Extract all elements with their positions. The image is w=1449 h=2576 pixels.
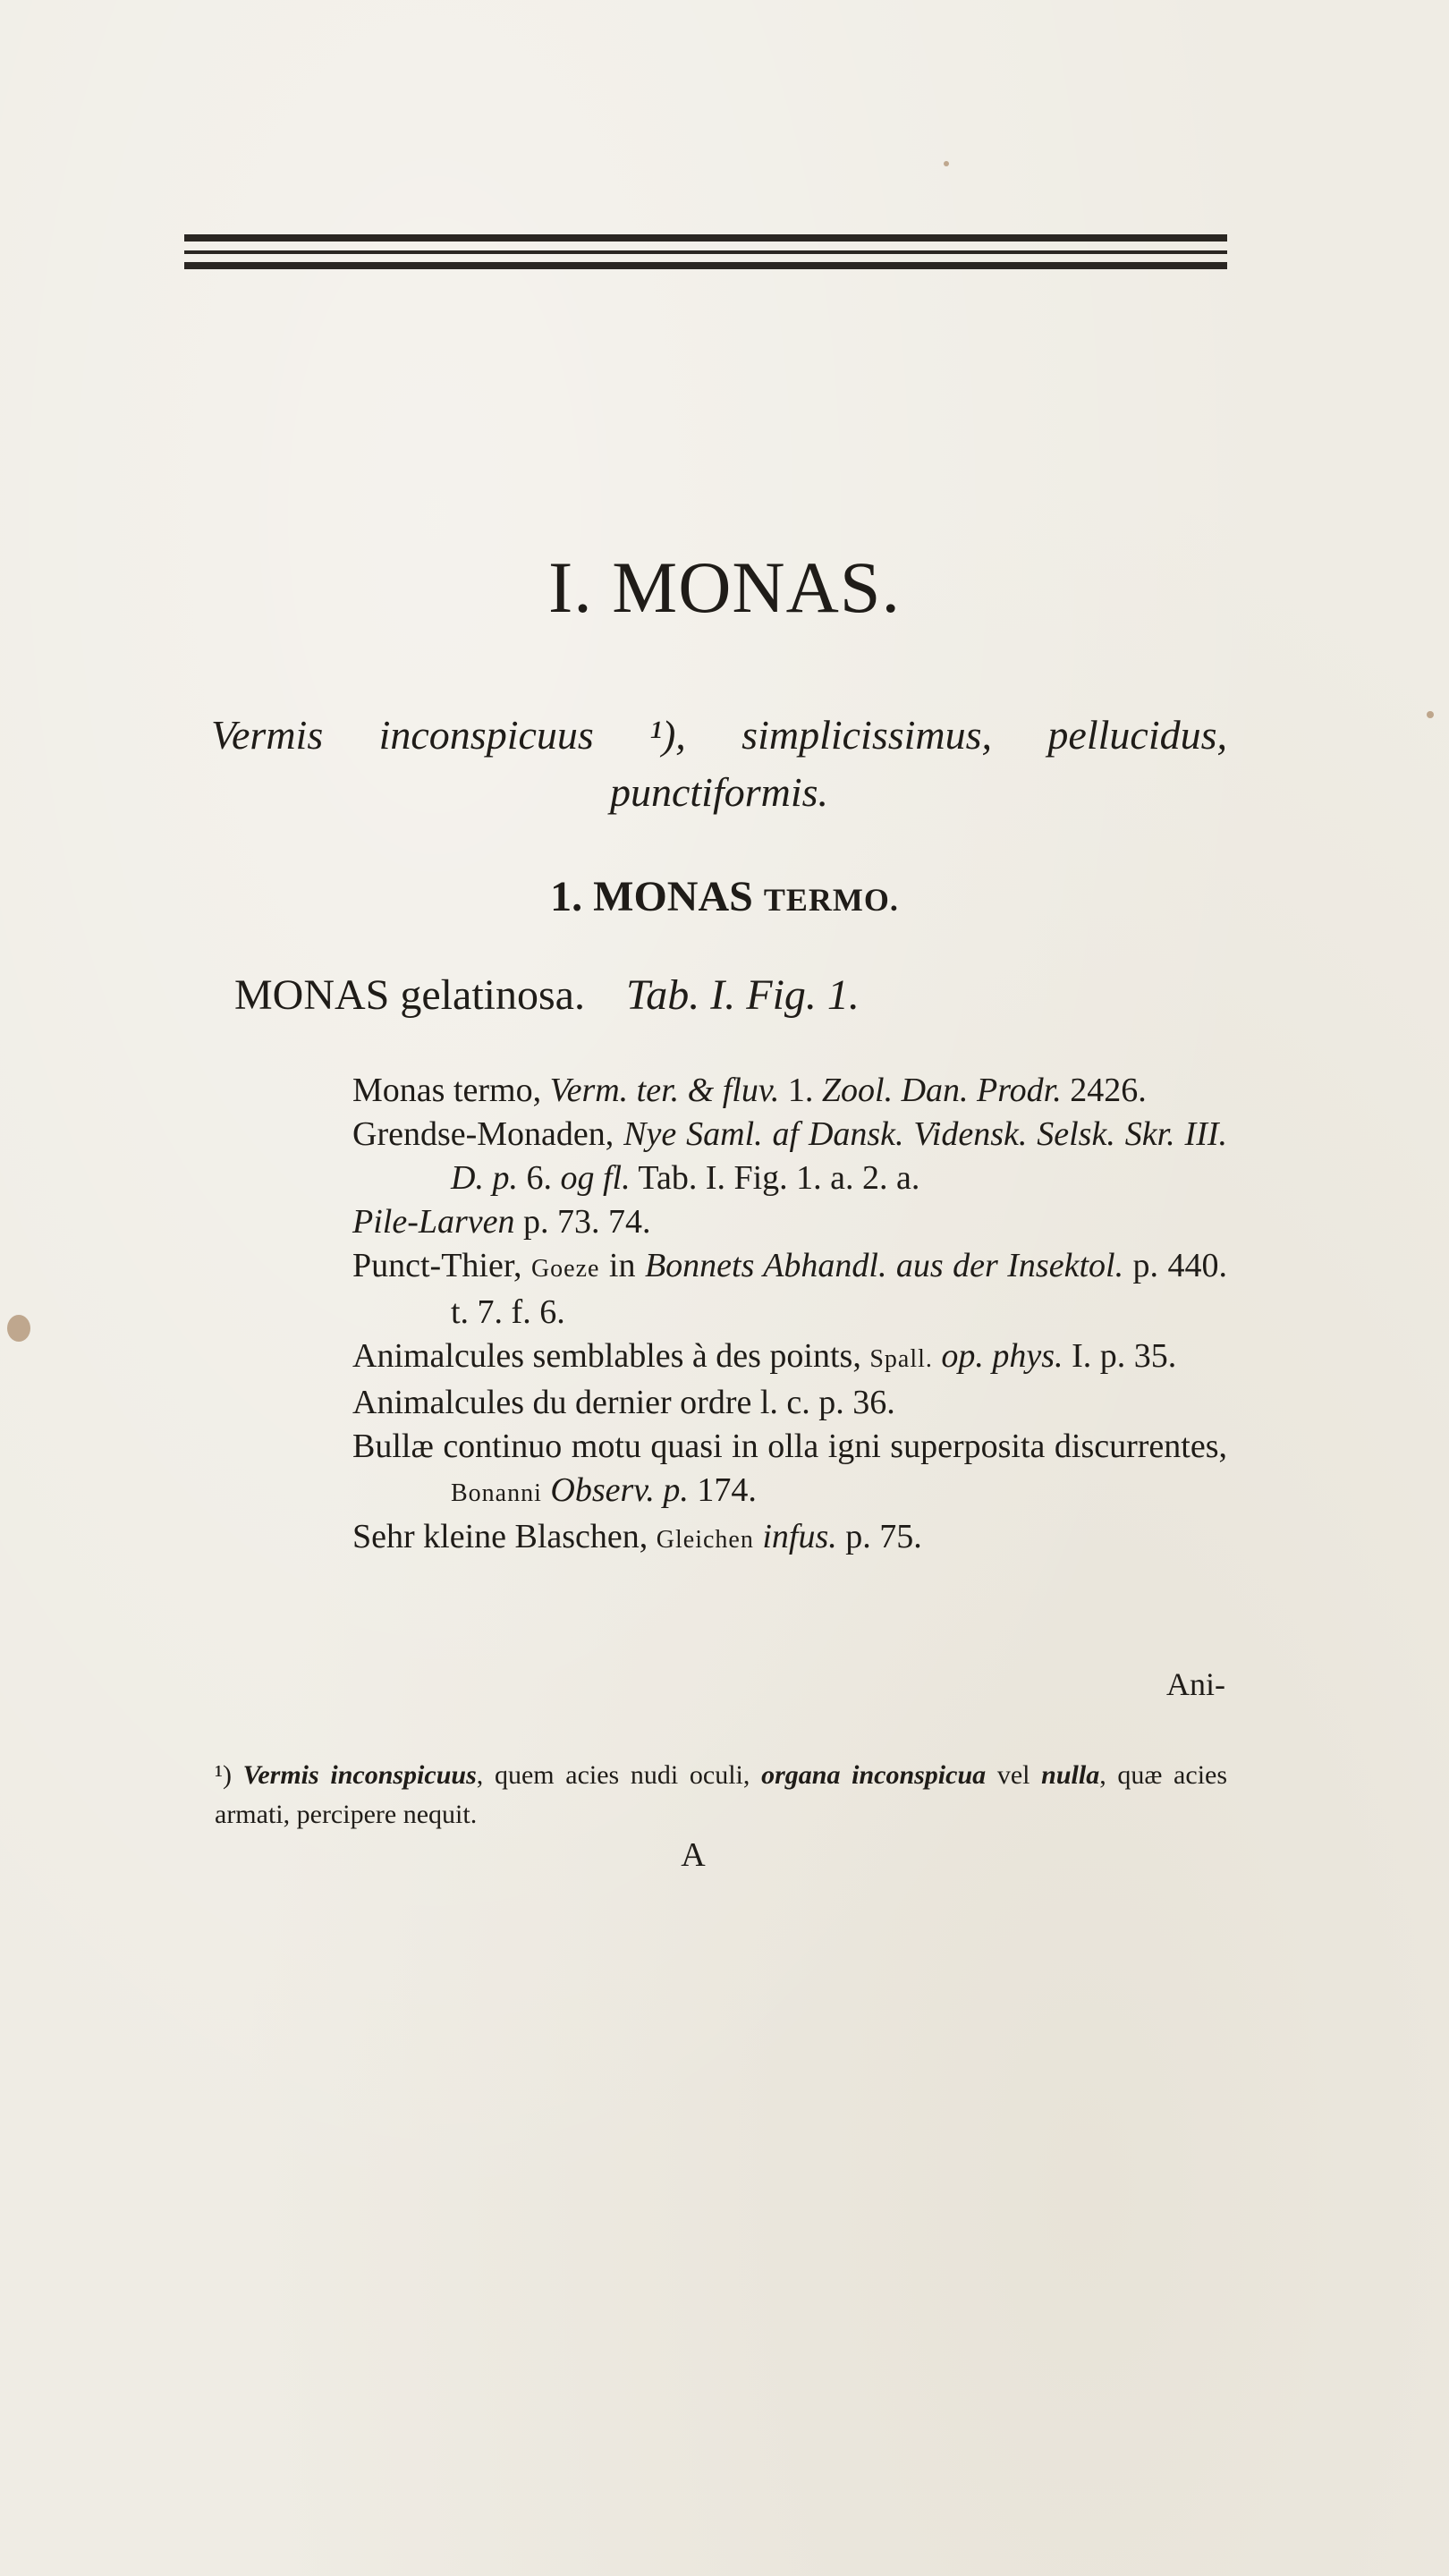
foxing-spot [944,161,949,166]
rule-thick [184,234,1227,242]
ref-text: in [599,1247,645,1284]
ref-text: I. p. 35. [1063,1337,1177,1375]
reference-item [352,1113,1227,1200]
ref-title: op. phys. [932,1337,1063,1375]
footnote-term: Vermis inconspicuus [242,1760,477,1790]
synonym-prefix: MONAS [234,971,390,1019]
ref-text: p. 440. t. 7. f. 6. [451,1247,1228,1331]
species-number: 1. MONAS [550,873,753,920]
reference-item [352,1244,1227,1335]
ref-title: Observ. p. [541,1471,689,1509]
reference-list [352,1069,1227,1562]
ref-author: Goeze [530,1255,600,1283]
ref-text: 6. [517,1159,561,1197]
ref-text: Animalcules du dernier ordre l. c. p. 36. [352,1384,895,1421]
ref-text: Sehr kleine Blaschen, [352,1518,657,1555]
rule-thick [184,262,1227,269]
footnote-text: , quem acies nudi oculi, [476,1760,762,1790]
synonym-name: gelatinosa. [400,971,585,1019]
ref-title: infus. [753,1518,837,1555]
ref-title: Verm. ter. & fluv. [549,1072,780,1109]
ref-text: Monas termo, [352,1072,550,1109]
foxing-spot [1427,711,1434,718]
ref-author: Bonanni [451,1479,542,1507]
rule-thin [184,250,1227,254]
ref-author: Spall. [869,1345,933,1373]
ref-title: Nye Saml. af Dansk. Vidensk. Selsk. Skr. III. D. p. [451,1115,1227,1197]
ref-author: Gleichen [656,1526,754,1554]
reference-item [352,1335,1227,1381]
catchword: Ani- [1166,1666,1225,1702]
reference-item [352,1200,1227,1244]
signature-mark: A [681,1836,706,1874]
species-name: TERMO. [763,882,899,918]
footnote-text: , quæ acies armati, percipere nequit. [215,1760,1228,1829]
reference-item [352,1069,1227,1113]
ref-title: Pile-Larven [352,1203,515,1241]
footnote-term: nulla [1041,1760,1100,1790]
plate-reference: Tab. I. Fig. 1. [625,971,860,1019]
footnote-marker: ¹) [215,1760,232,1790]
reference-item [352,1381,1227,1425]
synonym-heading [234,970,860,1020]
ref-text: p. 75. [836,1518,922,1555]
ref-text: 2426. [1061,1072,1147,1109]
footnote-term: organa inconspicua [761,1760,987,1790]
reference-item [352,1515,1227,1562]
ref-text: Bullæ continuo motu quasi in olla igni superposita discurrentes, [352,1428,1227,1465]
ref-text: Punct-Thier, [352,1247,531,1284]
ref-title: Zool. Dan. Prodr. [821,1072,1062,1109]
header-rule [184,234,1227,269]
ref-text: 174. [688,1471,757,1509]
species-title [0,872,1449,921]
genus-title: I. MONAS. [548,547,901,628]
ref-title: Bonnets Abhandl. aus der Insektol. [644,1247,1124,1284]
ref-text: Grendse-Monaden, [352,1115,624,1153]
footnote [215,1756,1227,1835]
ref-text: p. 73. 74. [514,1203,651,1241]
genus-description: Vermis inconspicuus ¹), simplicissimus, pellucidus, punctiformis. [211,712,1227,815]
ref-text: Animalcules semblables à des points, [352,1337,870,1375]
footnote-text: vel [986,1760,1042,1790]
foxing-spot [7,1315,30,1342]
ref-title: og fl. [560,1159,631,1197]
ref-text: Tab. I. Fig. 1. a. 2. a. [630,1159,920,1197]
ref-text: 1. [779,1072,822,1109]
reference-item [352,1425,1227,1515]
